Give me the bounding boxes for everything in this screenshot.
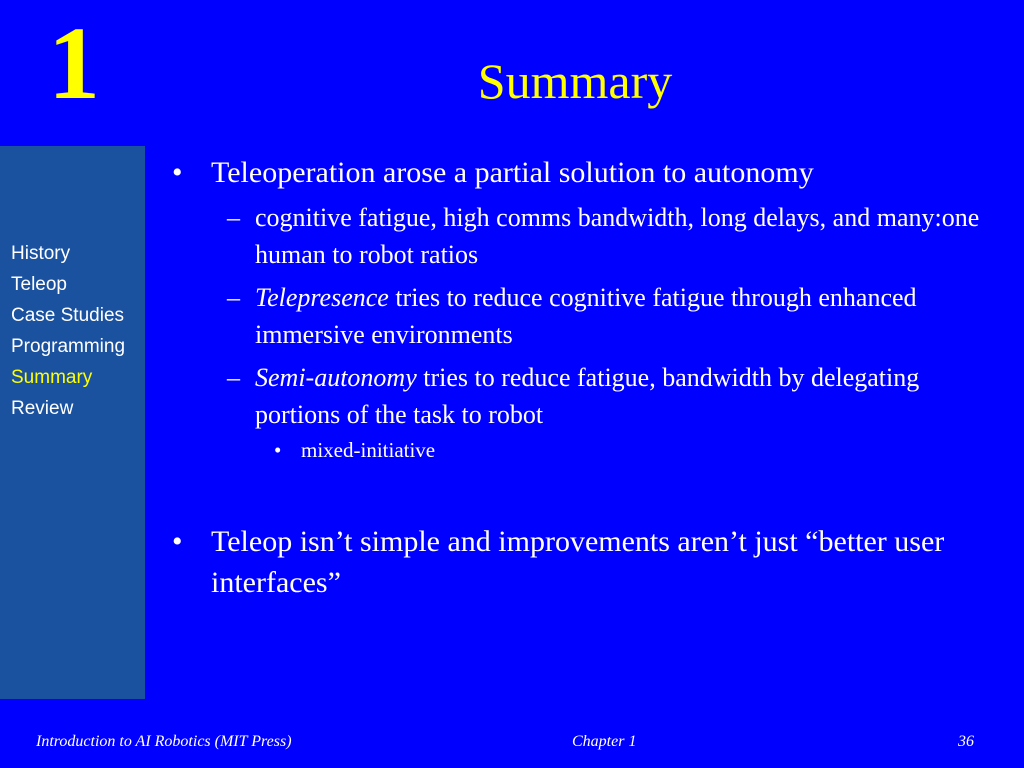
sidebar-nav — [0, 146, 145, 699]
slide-title: Summary — [477, 53, 673, 109]
sidebar-item-teleop[interactable]: Teleop — [11, 274, 67, 295]
subbullet-semi-autonomy-text: tries to reduce fatigue, bandwidth by delegating portions of the task to robot — [255, 363, 920, 429]
bullet-teleop-not-simple: • Teleop isn’t simple and improvements aren’t just “better user interfaces” — [170, 521, 1005, 603]
chapter-number: 1 — [48, 6, 100, 121]
bullet-teleoperation: • Teleoperation arose a partial solution to autonomy — [170, 152, 1005, 193]
term-semi-autonomy: Semi-autonomy — [255, 363, 417, 392]
subbullet-telepresence — [170, 279, 1005, 353]
sidebar-item-programming[interactable]: Programming — [11, 336, 126, 357]
sidebar-list — [11, 238, 125, 424]
footer-page-number: 36 — [958, 733, 974, 750]
footer-chapter: Chapter 1 — [572, 733, 637, 750]
subbullet-semi-autonomy — [170, 359, 1005, 433]
spacer — [170, 465, 1005, 521]
subbullet-telepresence-text: tries to reduce cognitive fatigue through enhanced immersive environments — [255, 283, 917, 349]
subbullet-cognitive-fatigue: – cognitive fatigue, high comms bandwidth, long delays, and many:one human to robot ratios — [170, 199, 1005, 273]
term-telepresence: Telepresence — [255, 283, 389, 312]
footer-book-title: Introduction to AI Robotics (MIT Press) — [36, 733, 292, 750]
sidebar-item-history[interactable]: History — [11, 243, 71, 264]
sidebar-item-case-studies[interactable]: Case Studies — [11, 305, 125, 326]
subsubbullet-mixed-initiative: • mixed-initiative — [170, 435, 1005, 465]
sidebar-item-summary[interactable]: Summary — [11, 367, 93, 388]
sidebar-item-review[interactable]: Review — [11, 398, 74, 419]
slide-content — [170, 152, 1005, 603]
